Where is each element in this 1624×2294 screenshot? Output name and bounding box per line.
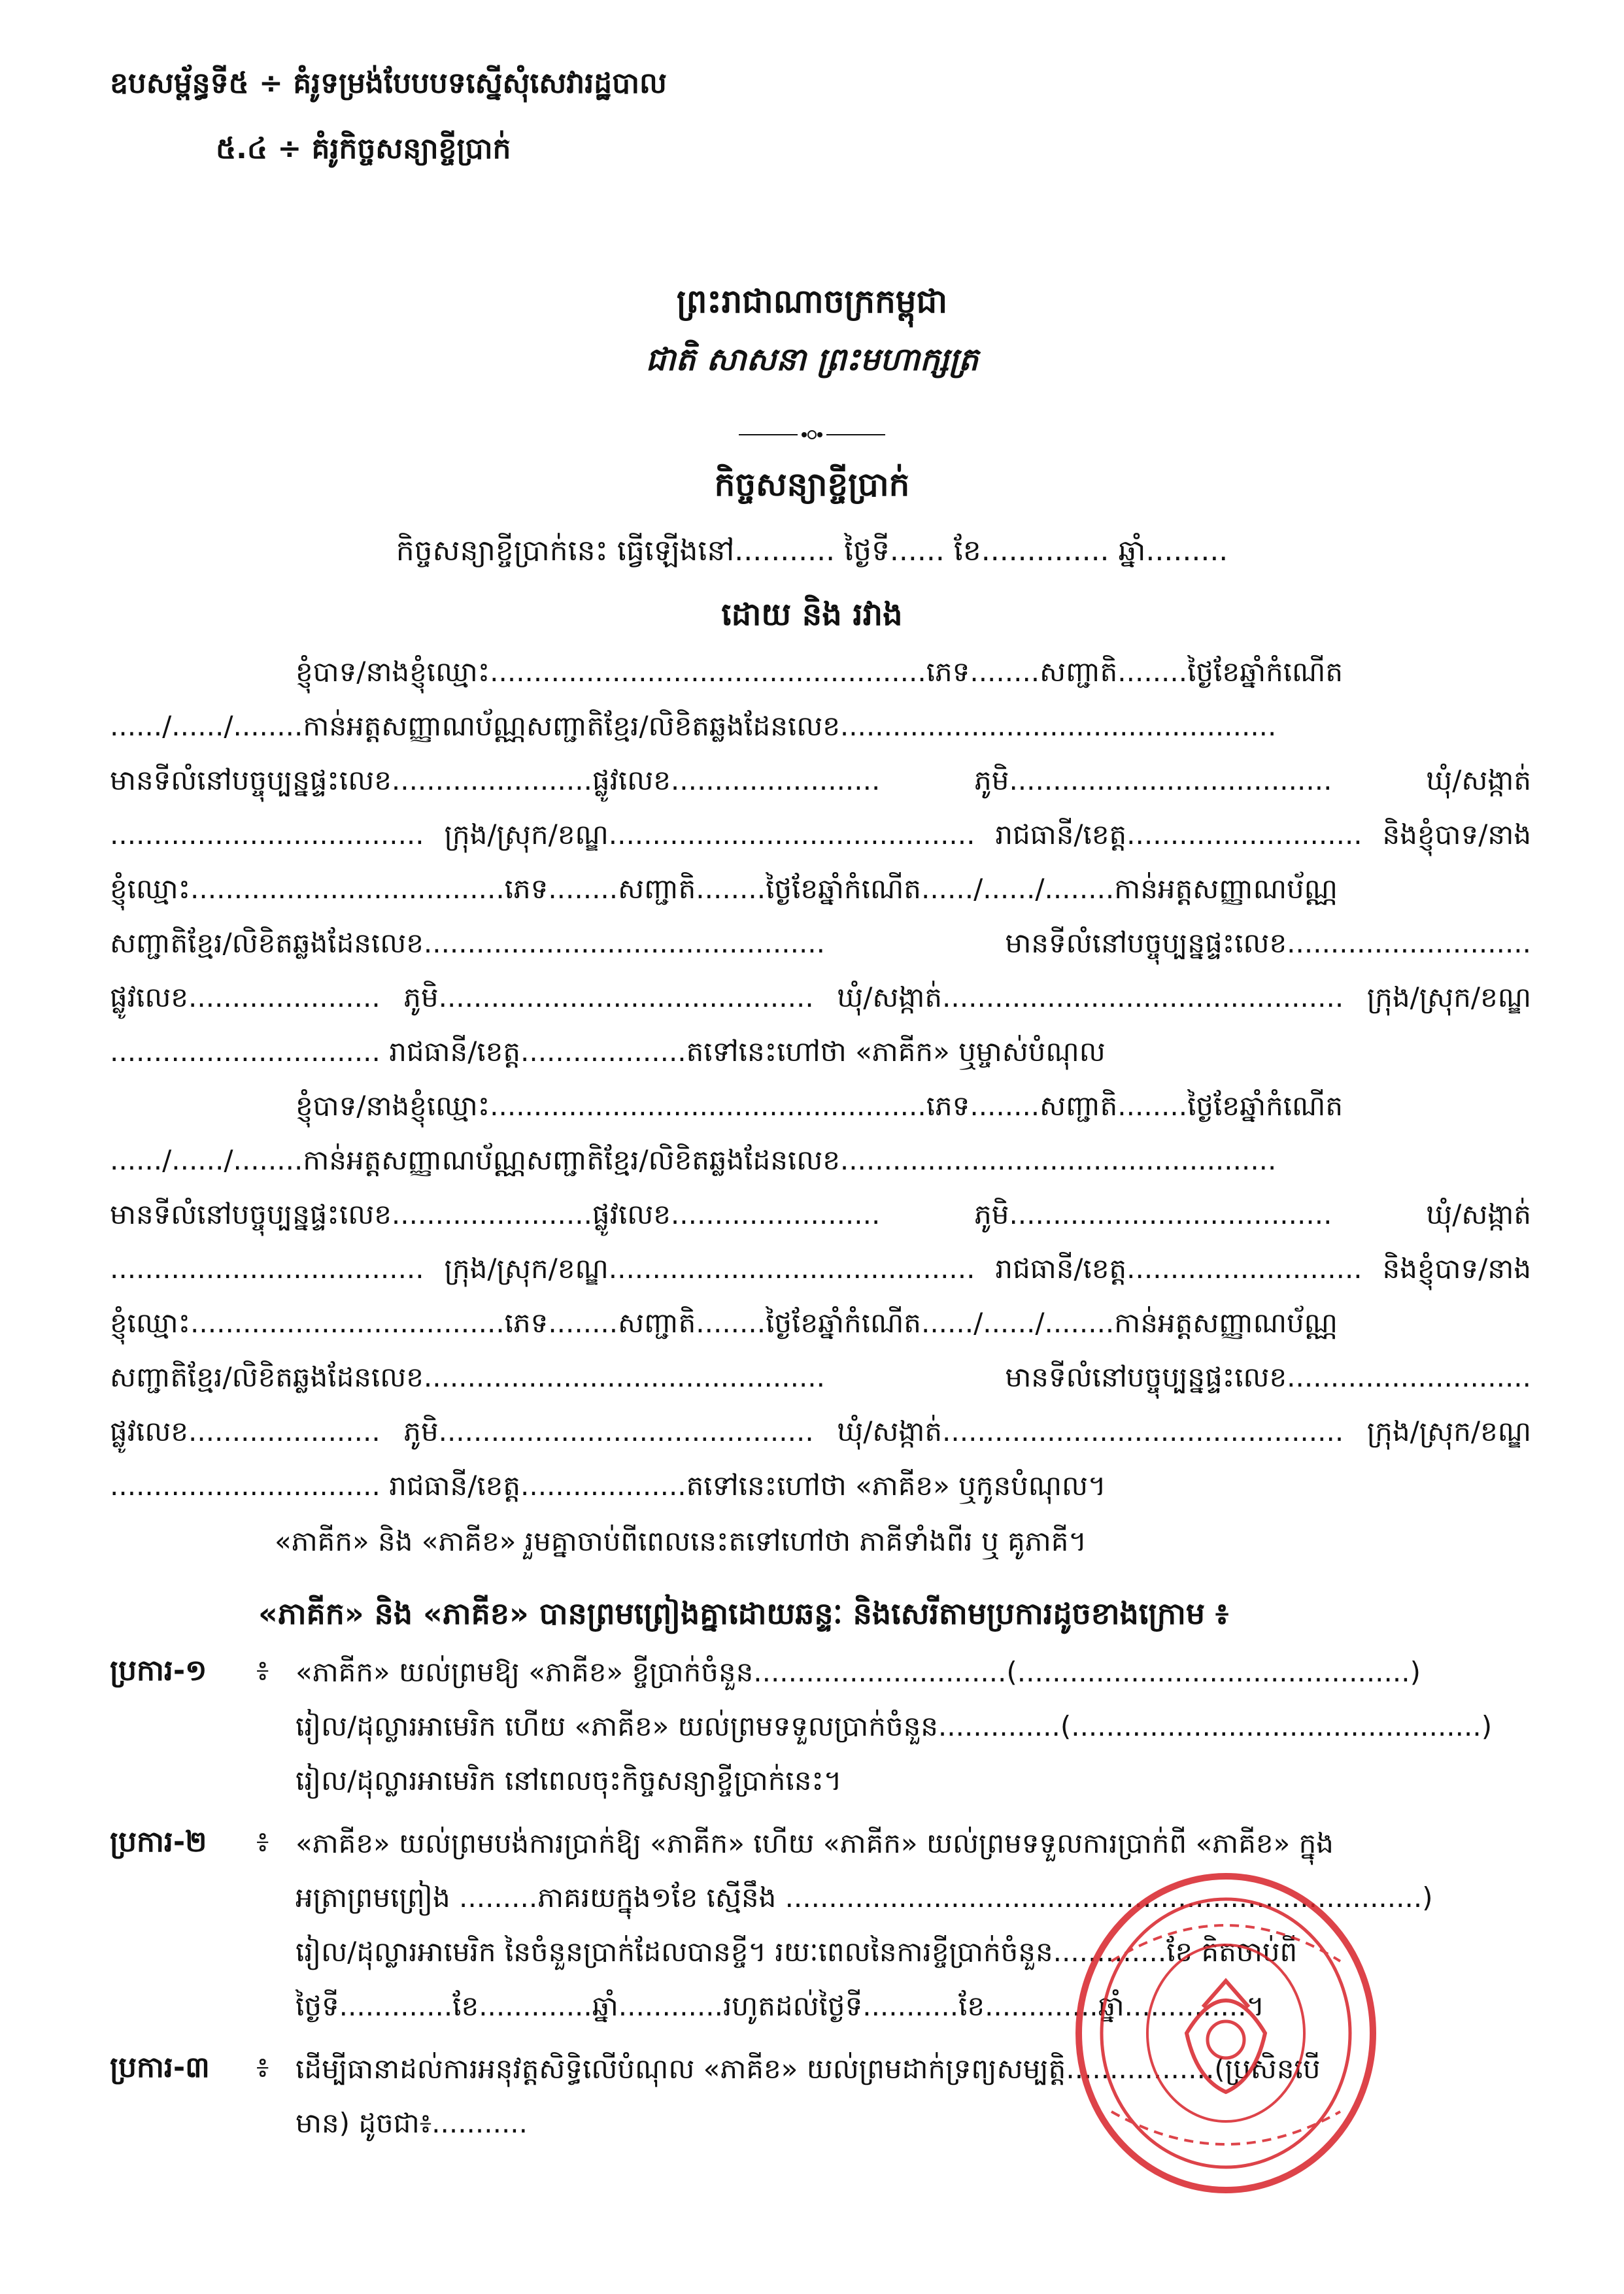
party-line: ផ្លូវលេខ...................... ភូមិ........................................... ឃុំ/សង្កាត់.............................................. ក្រុង/ស្រុក/ខណ្ឌ [110, 1415, 1531, 1447]
clause-1-line: រៀល/ដុល្លារអាមេរិក ហើយ «ភាគីខ» យល់ព្រមទទួលប្រាក់ចំនួន..............(...............................................) [296, 1710, 1493, 1742]
party-line: ខ្ញុំឈ្មោះ....................................ភេទ........សញ្ជាតិ........ថ្ងៃខែឆ្នាំកំណើត....../....../........កាន់អត្តសញ្ញាណប័ណ្ណ [110, 873, 1338, 905]
kingdom-title: ព្រះរាជាណាចក្រកម្ពុជា [676, 282, 948, 320]
party-line: ខ្ញុំបាទ/នាងខ្ញុំឈ្មោះ..................................................ភេទ........សញ្ជាតិ........ថ្ងៃខែឆ្នាំកំណើត [296, 1090, 1343, 1122]
clause-colon: ៖ [256, 2051, 269, 2084]
clause-2-line: រៀល/ដុល្លារអាមេរិក នៃចំនួនប្រាក់ដែលបានខ្ចី។ រយៈពេលនៃការខ្ចីប្រាក់ចំនួន.............ខែ គិតចាប់ពី [296, 1936, 1298, 1968]
party-line: ផ្លូវលេខ...................... ភូមិ........................................... ឃុំ/សង្កាត់.............................................. ក្រុង/ស្រុក/ខណ្ឌ [110, 981, 1531, 1013]
party-line: ............................... រាជធានី/ខេត្ត...................តទៅនេះហៅថា «ភាគីខ» ឬកូនបំណុល។ [110, 1470, 1106, 1502]
party-line: ខ្ញុំឈ្មោះ....................................ភេទ........សញ្ជាតិ........ថ្ងៃខែឆ្នាំកំណើត....../....../........កាន់អត្តសញ្ញាណប័ណ្ណ [110, 1307, 1338, 1339]
clause-1-line: «ភាគីក» យល់ព្រមឱ្យ «ភាគីខ» ខ្ចីប្រាក់ចំនួន.............................(.............................................) [296, 1656, 1421, 1688]
ornament-divider [739, 425, 885, 445]
party-line: ............................... រាជធានី/ខេត្ត...................តទៅនេះហៅថា «ភាគីក» ឬម្ចាស់បំណុល [110, 1036, 1106, 1068]
party-line: ....../....../........កាន់អត្តសញ្ញាណប័ណ្ណសញ្ជាតិខ្មែរ/លិខិតឆ្លងដែនលេខ.................................................. [110, 1144, 1277, 1176]
party-line: .................................... ក្រុង/ស្រុក/ខណ្ឌ.......................................... រាជធានី/ខេត្ត........................... និងខ្ញុំបាទ/នាង [110, 818, 1531, 851]
clause-2-line: ថ្ងៃទី.............ខែ.............ឆ្នាំ............រហូតដល់ថ្ងៃទី...........ខែ.............ឆ្នាំ..............។ [296, 1990, 1265, 2022]
party-line: ....../....../........កាន់អត្តសញ្ញាណប័ណ្ណសញ្ជាតិខ្មែរ/លិខិតឆ្លងដែនលេខ.................................................. [110, 710, 1277, 742]
clause-3-line: មាន) ដូចជា៖........... [296, 2107, 528, 2139]
party-line: សញ្ជាតិខ្មែរ/លិខិតឆ្លងដែនលេខ.............................................. មានទីលំនៅបច្ចុប្បន្នផ្ទះលេខ............................ [110, 1361, 1531, 1393]
clause-colon: ៖ [256, 1654, 269, 1687]
clause-1-line: រៀល/ដុល្លារអាមេរិក នៅពេលចុះកិច្ចសន្យាខ្ចីប្រាក់នេះ។ [296, 1764, 842, 1796]
clause-3-label: ប្រការ-៣ [110, 2051, 210, 2084]
annex-subheading: ៥.៤ ÷ គំរូកិច្ចសន្យាខ្ចីប្រាក់ [216, 132, 511, 165]
party-line: សញ្ជាតិខ្មែរ/លិខិតឆ្លងដែនលេខ.............................................. មានទីលំនៅបច្ចុប្បន្នផ្ទះលេខ............................ [110, 927, 1531, 959]
official-seal-stamp [1072, 1870, 1379, 2197]
clause-3-line: ដើម្បីធានាដល់ការអនុវត្តសិទ្ធិលើបំណុល «ភាគីខ» យល់ព្រមដាក់ទ្រព្យសម្បត្តិ.................(ប្រសិនបើ [296, 2053, 1321, 2085]
agreement-heading: «ភាគីក» និង «ភាគីខ» បានព្រមព្រៀងគ្នាដោយឆន្ទៈ និងសេរីតាមប្រការដូចខាងក្រោម ៖ [258, 1596, 1229, 1631]
clause-1-label: ប្រការ-១ [110, 1654, 207, 1687]
party-line: .................................... ក្រុង/ស្រុក/ខណ្ឌ.......................................... រាជធានី/ខេត្ត........................... និងខ្ញុំបាទ/នាង [110, 1253, 1531, 1285]
clause-2-line: «ភាគីខ» យល់ព្រមបង់ការប្រាក់ឱ្យ «ភាគីក» ហើយ «ភាគីក» យល់ព្រមទទួលការប្រាក់ពី «ភាគីខ» ក្នុង [296, 1827, 1334, 1859]
party-line: មានទីលំនៅបច្ចុប្បន្នផ្ទះលេខ.......................ផ្លូវលេខ........................ ភូមិ..................................... ឃុំ/សង្កាត់ [110, 1198, 1531, 1230]
clause-2-label: ប្រការ-២ [110, 1825, 207, 1859]
between-heading: ដោយ និង រវាង [721, 596, 903, 633]
clause-colon: ៖ [256, 1825, 269, 1859]
contract-title: កិច្ចសន្យាខ្ចីប្រាក់ [714, 465, 910, 503]
contract-intro: កិច្ចសន្យាខ្ចីប្រាក់នេះ ធ្វើឡើងនៅ........... ថ្ងៃទី...... ខែ.............. ឆ្នាំ......... [396, 534, 1228, 567]
parties-definition: «ភាគីក» និង «ភាគីខ» រួមគ្នាចាប់ពីពេលនេះតទៅហៅថា ភាគីទាំងពីរ ឬ គូភាគី។ [275, 1525, 1087, 1557]
clause-2-line: អត្រាព្រមព្រៀង .........ភាគរយក្នុង១ខែ ស្មើនឹង .........................................................................) [296, 1881, 1433, 1914]
annex-heading: ឧបសម្ព័ន្ធទី៥ ÷ គំរូទម្រង់បែបបទស្នើសុំសេវារដ្ឋបាល [110, 67, 667, 100]
party-line: មានទីលំនៅបច្ចុប្បន្នផ្ទះលេខ.......................ផ្លូវលេខ........................ ភូមិ..................................... ឃុំ/សង្កាត់ [110, 764, 1531, 796]
national-motto: ជាតិ សាសនា ព្រះមហាក្សត្រ [645, 341, 979, 378]
party-line: ខ្ញុំបាទ/នាងខ្ញុំឈ្មោះ..................................................ភេទ........សញ្ជាតិ........ថ្ងៃខែឆ្នាំកំណើត [296, 656, 1343, 688]
